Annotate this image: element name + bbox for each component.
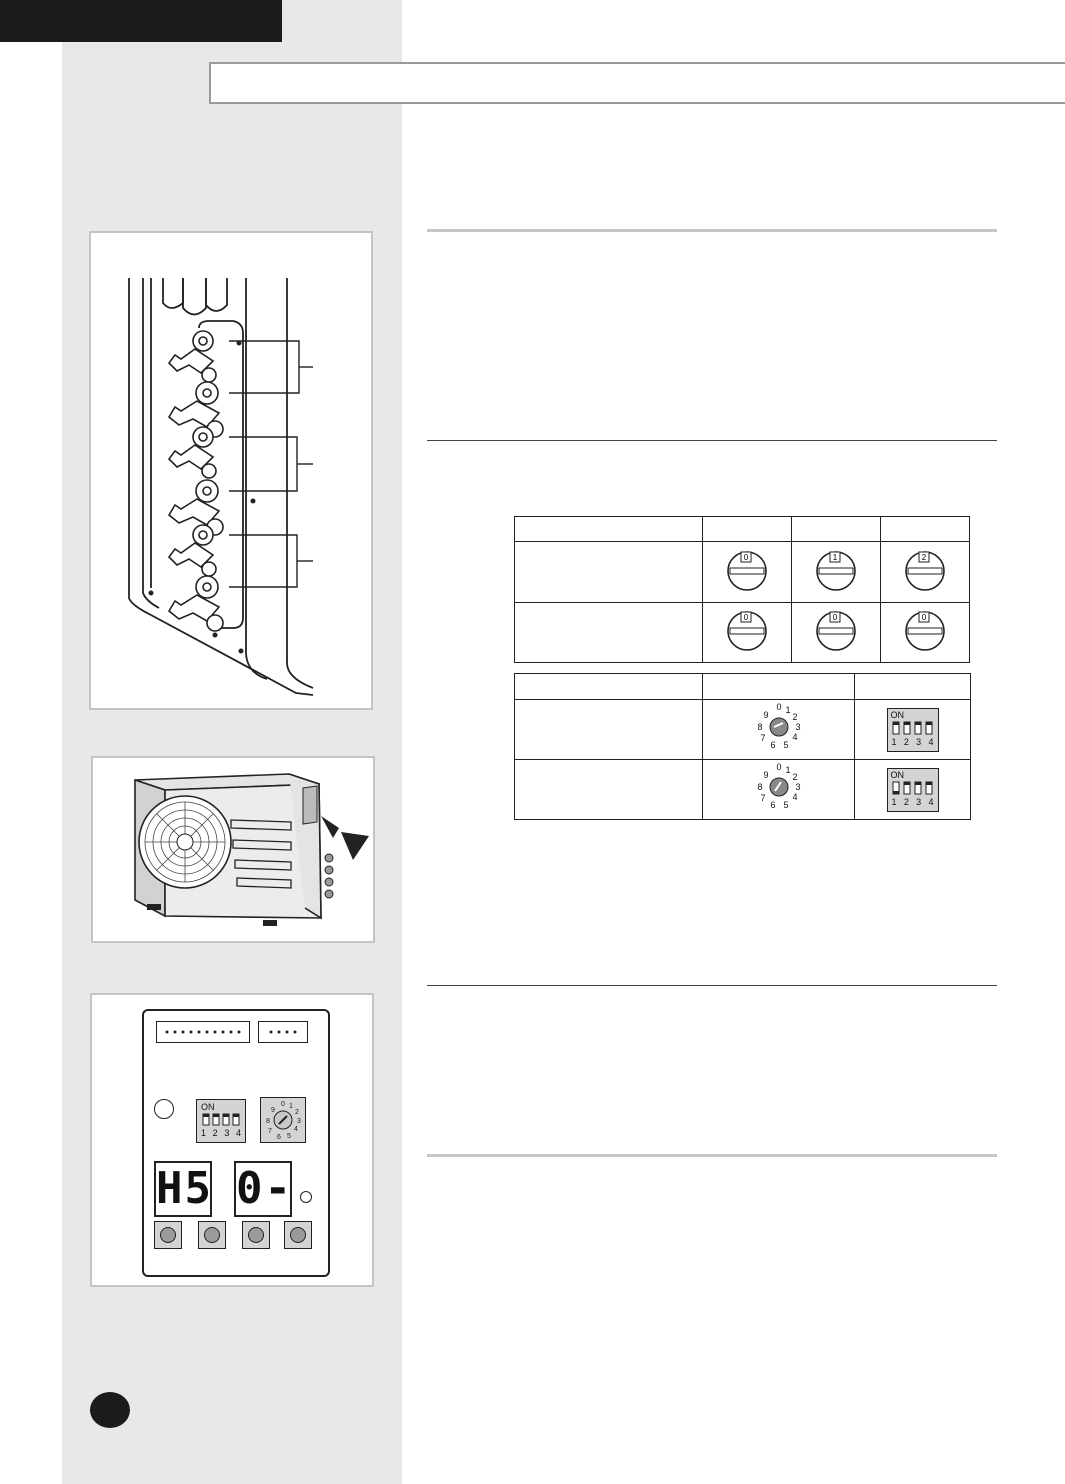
row-label <box>515 603 703 663</box>
valve-knob-icon <box>902 608 948 652</box>
table-header-cell <box>703 517 792 542</box>
dip-number: 3 <box>916 736 922 747</box>
svg-text:3: 3 <box>794 722 801 732</box>
rotary-switch-cell <box>703 760 855 820</box>
segment-display-left <box>154 1161 212 1217</box>
connector-pins <box>157 1022 249 1042</box>
connector-small <box>258 1021 308 1043</box>
dip-number: 2 <box>212 1128 218 1138</box>
table-header-cell <box>515 517 703 542</box>
connector-pins <box>259 1022 307 1042</box>
svg-text:8: 8 <box>756 782 763 792</box>
knob-mark: 0 <box>743 552 749 562</box>
knob-mark: 0 <box>921 613 927 622</box>
rotary-dial-icon <box>753 701 805 753</box>
dip-number: 1 <box>891 796 897 807</box>
section-divider <box>427 985 997 986</box>
dip-number: 2 <box>903 796 909 807</box>
svg-text:8: 8 <box>756 722 763 732</box>
dip-switch-cell <box>855 760 971 820</box>
rotary-dial-icon <box>753 761 805 813</box>
dip-number: 4 <box>928 736 934 747</box>
table-header-cell <box>881 517 970 542</box>
knob-mark: 2 <box>921 552 927 562</box>
display-right-text: 0- <box>236 1163 293 1214</box>
svg-text:9: 9 <box>762 770 769 780</box>
svg-text:2: 2 <box>791 712 798 722</box>
dip-switch[interactable] <box>196 1099 246 1143</box>
valve-knob-cell <box>792 542 881 603</box>
svg-text:9: 9 <box>271 1107 275 1114</box>
valve-position-table <box>514 516 970 663</box>
svg-text:4: 4 <box>791 792 798 802</box>
rotary-dial-icon <box>261 1098 305 1142</box>
row-label <box>515 700 703 760</box>
svg-text:1: 1 <box>784 705 791 715</box>
valve-knob-cell <box>703 542 792 603</box>
rotary-switch[interactable] <box>260 1097 306 1143</box>
svg-text:5: 5 <box>782 800 789 810</box>
section-title-bar <box>209 62 1065 104</box>
dip-levers <box>201 1113 241 1127</box>
svg-text:3: 3 <box>297 1118 301 1125</box>
push-button-2[interactable] <box>198 1221 226 1249</box>
dip-number: 4 <box>235 1128 241 1138</box>
dip-switch-icon <box>887 768 939 812</box>
table-header-cell <box>792 517 881 542</box>
valve-knob-cell <box>703 603 792 663</box>
svg-text:5: 5 <box>287 1133 291 1140</box>
chapter-tab <box>0 0 282 42</box>
dip-on-label: ON <box>201 1102 215 1112</box>
table-header-cell <box>703 674 855 700</box>
table-header-cell <box>855 674 971 700</box>
section-divider <box>427 229 997 232</box>
svg-text:4: 4 <box>294 1126 298 1133</box>
outdoor-unit-figure <box>91 756 375 943</box>
svg-text:6: 6 <box>769 740 776 750</box>
page-number-badge <box>90 1392 130 1428</box>
dip-on-label: ON <box>890 709 904 720</box>
svg-text:6: 6 <box>277 1134 281 1141</box>
dip-switch-cell <box>855 700 971 760</box>
svg-text:5: 5 <box>782 740 789 750</box>
rotary-switch-cell <box>703 700 855 760</box>
service-valves-illustration <box>91 233 371 708</box>
dip-number: 1 <box>201 1128 207 1138</box>
valve-knob-icon <box>724 608 770 652</box>
dip-number: 3 <box>916 796 922 807</box>
svg-text:7: 7 <box>268 1128 272 1135</box>
push-button-3[interactable] <box>242 1221 270 1249</box>
dip-number: 4 <box>928 796 934 807</box>
svg-text:1: 1 <box>784 765 791 775</box>
knob-mark: 0 <box>743 613 749 622</box>
status-led <box>300 1191 312 1203</box>
valve-knob-cell <box>881 603 970 663</box>
svg-text:4: 4 <box>791 732 798 742</box>
dip-number: 2 <box>903 736 909 747</box>
svg-text:7: 7 <box>759 733 766 743</box>
status-led-ring <box>154 1099 174 1119</box>
valve-knob-cell <box>792 603 881 663</box>
valve-knob-icon <box>813 608 859 652</box>
switch-setting-table <box>514 673 971 820</box>
connector-large <box>156 1021 250 1043</box>
knob-mark: 0 <box>832 613 838 622</box>
dip-levers <box>891 781 935 797</box>
knob-mark: 1 <box>832 552 838 562</box>
valve-knob-icon <box>813 548 859 592</box>
svg-text:0: 0 <box>775 762 782 772</box>
outdoor-unit-illustration <box>93 758 373 941</box>
dip-switch-icon <box>887 708 939 752</box>
section-divider <box>427 1154 997 1157</box>
svg-text:6: 6 <box>769 800 776 810</box>
svg-text:9: 9 <box>762 710 769 720</box>
display-left-text: H5 <box>156 1163 213 1214</box>
push-button-4[interactable] <box>284 1221 312 1249</box>
dip-levers <box>891 721 935 737</box>
dip-on-label: ON <box>890 769 904 780</box>
svg-text:3: 3 <box>794 782 801 792</box>
section-divider <box>427 440 997 441</box>
valve-knob-icon <box>902 548 948 592</box>
valve-knob-icon <box>724 548 770 592</box>
svg-text:1: 1 <box>289 1103 293 1110</box>
valve-knob-cell <box>881 542 970 603</box>
dip-number: 1 <box>891 736 897 747</box>
svg-text:0: 0 <box>775 702 782 712</box>
svg-text:0: 0 <box>281 1101 285 1108</box>
svg-text:2: 2 <box>295 1109 299 1116</box>
row-label <box>515 542 703 603</box>
svg-text:2: 2 <box>791 772 798 782</box>
row-label <box>515 760 703 820</box>
dip-number: 3 <box>224 1128 230 1138</box>
push-button-1[interactable] <box>154 1221 182 1249</box>
table-header-cell <box>515 674 703 700</box>
control-board-figure <box>90 993 374 1287</box>
valve-figure <box>89 231 373 710</box>
svg-text:8: 8 <box>266 1118 270 1125</box>
svg-text:7: 7 <box>759 793 766 803</box>
segment-display-right <box>234 1161 292 1217</box>
